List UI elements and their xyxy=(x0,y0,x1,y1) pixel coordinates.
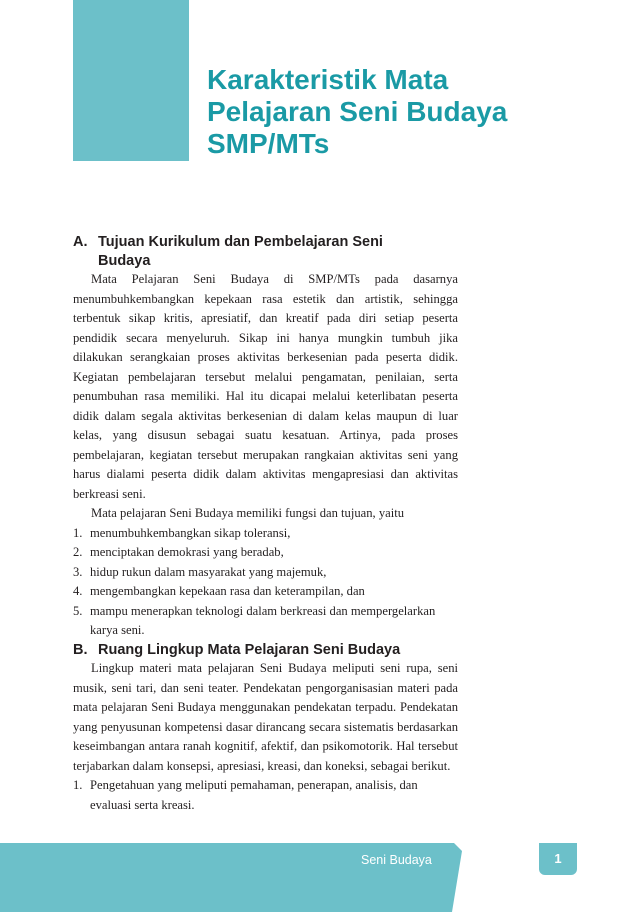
list-item xyxy=(73,582,458,602)
list-number: 5. xyxy=(73,603,83,618)
list-text: menciptakan demokrasi yang beradab, xyxy=(90,545,284,559)
section-a-intro-list: Mata pelajaran Seni Budaya memiliki fungsi dan tujuan, yaitu xyxy=(91,506,405,520)
section-letter: B. xyxy=(73,641,88,658)
chapter-color-block xyxy=(73,0,189,161)
list-number: 3. xyxy=(73,564,83,579)
list-number: 1. xyxy=(73,778,83,792)
page-number-badge xyxy=(539,843,577,875)
section-letter: A. xyxy=(73,234,88,250)
list-text: mampu menerapkan teknologi dalam berkreasi dan mempergelarkan karya seni. xyxy=(90,603,436,637)
page-body xyxy=(73,233,458,815)
section-heading-line: Tujuan Kurikulum dan Pembelajaran Seni xyxy=(98,234,383,250)
section-b-heading xyxy=(73,641,458,660)
list-number: 4. xyxy=(73,584,83,598)
list-number: 1. xyxy=(73,525,83,540)
list-item xyxy=(73,602,458,641)
section-b-paragraph: Lingkup materi mata pelajaran Seni Budaya meliputi seni rupa, seni musik, seni tari, dan seni teater. Pendekatan pengorganisasian materi pada mata pelajaran Seni Budaya menggunakan pendekatan terpadu. Pendekatan yang penyusunan kompetensi dasar dirancang secara sistematis berdasarkan keseimbangan antara ranah kognitif, afektif, dan psikomotorik. Hal tersebut terjabarkan dalam konsepsi, apresiasi, kreasi, dan koneksi, sebagai berikut. xyxy=(73,661,458,773)
scope-list xyxy=(73,776,458,815)
section-a-paragraph: Mata Pelajaran Seni Budaya di SMP/MTs pada dasarnya menumbuhkembangkan kepekaan rasa estetik dan artistik, sehingga terbentuk sikap kritis, apresiatif, dan kreatif pada diri setiap peserta pendidik secara menyeluruh. Sikap ini hanya mungkin tumbuh jika dilakukan serangkaian proses aktivitas berkesenian pada peserta didik. Kegiatan pembelajaran tersebut melalui pengamatan, penilaian, serta penumbuhan rasa memiliki. Hal itu dicapai melalui keterlibatan peserta didik dalam segala aktivitas berkesenian di dalam kelas maupun di luar kelas, yang disusun sebagai suatu kesatuan. Artinya, pada proses pembelajaran, kegiatan tersebut merupakan rangkaian aktivitas seni yang harus dialami peserta didik dalam aktivitas mengapresiasi dan aktivitas berkreasi seni. xyxy=(73,272,458,501)
page-number: 1 xyxy=(554,851,562,866)
list-text: hidup rukun dalam masyarakat yang majemuk, xyxy=(90,564,327,579)
list-text: mengembangkan kepekaan rasa dan keterampilan, dan xyxy=(90,584,365,598)
list-item xyxy=(73,543,458,563)
section-a-heading xyxy=(73,233,458,270)
chapter-title-line: Pelajaran Seni Budaya xyxy=(207,96,508,127)
list-item xyxy=(73,563,458,583)
list-number: 2. xyxy=(73,545,83,559)
list-text: Pengetahuan yang meliputi pemahaman, penerapan, analisis, dan evaluasi serta kreasi. xyxy=(90,778,418,812)
section-heading-line: Budaya xyxy=(98,252,151,269)
list-text: menumbuhkembangkan sikap toleransi, xyxy=(90,525,291,540)
chapter-title xyxy=(207,64,567,160)
chapter-title-line: SMP/MTs xyxy=(207,128,330,159)
objectives-list xyxy=(73,524,458,641)
section-heading-text: Ruang Lingkup Mata Pelajaran Seni Budaya xyxy=(98,641,401,658)
list-item xyxy=(73,524,458,544)
chapter-title-line: Karakteristik Mata xyxy=(207,64,449,95)
footer-book-title: Seni Budaya xyxy=(361,853,432,867)
list-item xyxy=(73,776,458,815)
